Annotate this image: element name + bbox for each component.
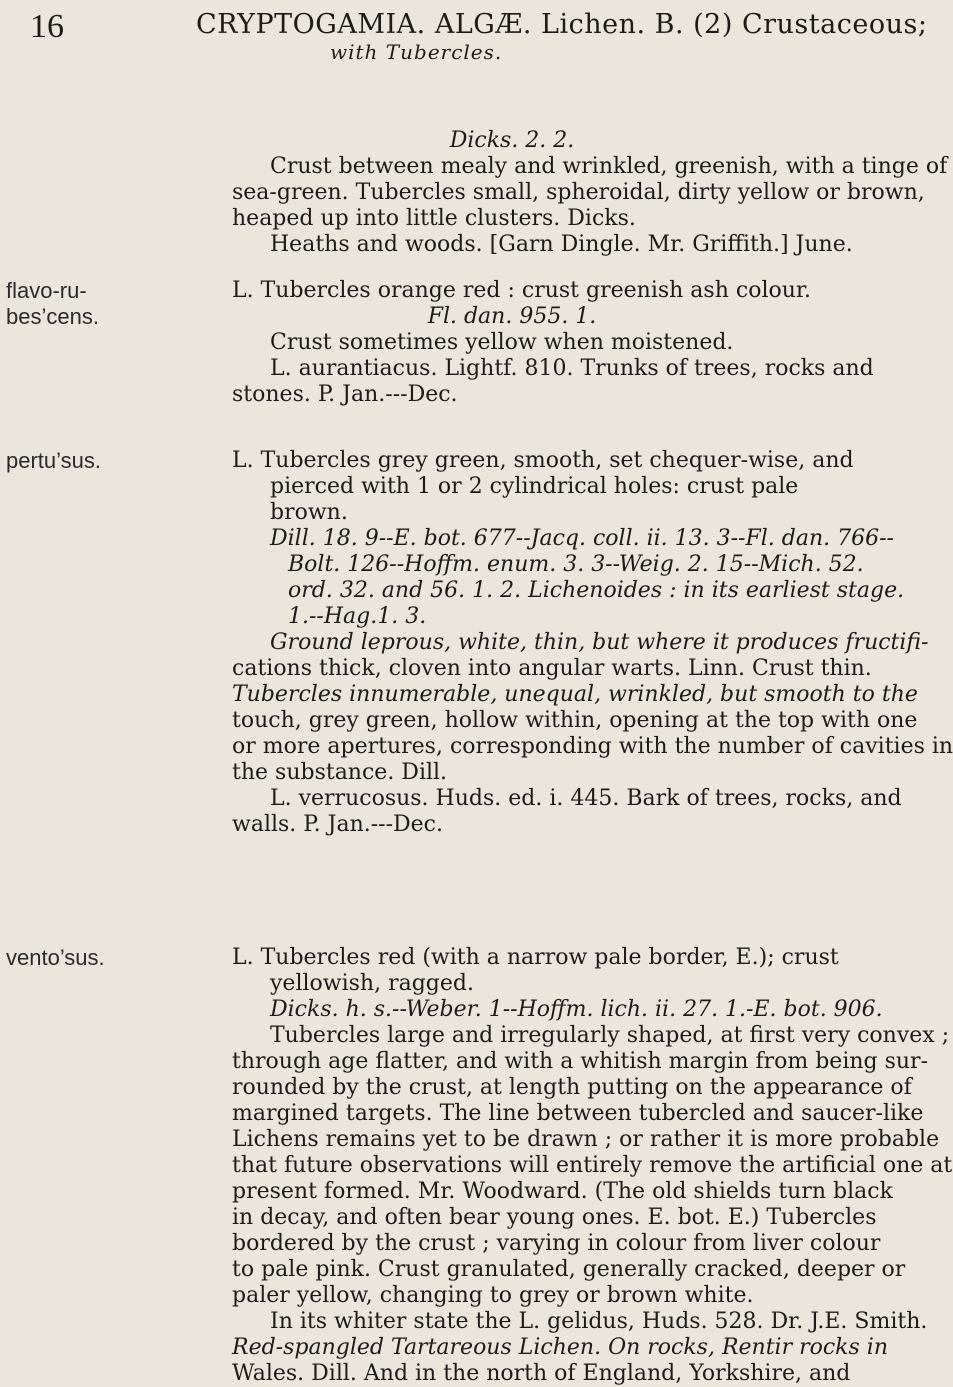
- entry-line: heaped up into little clusters. Dicks.: [232, 206, 636, 231]
- entry-line: In its whiter state the L. gelidus, Huds. 528. Dr. J.E. Smith.: [270, 1309, 928, 1334]
- entry-line: bordered by the crust ; varying in colour from liver colour: [232, 1231, 881, 1256]
- entry-line: L. aurantiacus. Lightf. 810. Trunks of trees, rocks and: [270, 356, 874, 381]
- entry-line: Tubercles innumerable, unequal, wrinkled, but smooth to the: [232, 682, 918, 707]
- entry-line: Ground leprous, white, thin, but where it produces fructifi-: [270, 630, 929, 655]
- entry-line: to pale pink. Crust granulated, generally cracked, deeper or: [232, 1257, 906, 1282]
- entry-line: L. verrucosus. Huds. ed. i. 445. Bark of trees, rocks, and: [270, 786, 902, 811]
- entry-line: L. Tubercles red (with a narrow pale border, E.); crust: [232, 945, 839, 970]
- entry-line: Fl. dan. 955. 1.: [427, 304, 597, 329]
- entry-line: ord. 32. and 56. 1. 2. Lichenoides : in its earliest stage.: [288, 578, 905, 603]
- entry-line: L. Tubercles grey green, smooth, set chequer-wise, and: [232, 448, 854, 473]
- entry-line: Crust sometimes yellow when moistened.: [270, 330, 734, 355]
- sidenote-flavorubescens-1: flavo-ru-: [6, 278, 87, 303]
- entry-line: through age flatter, and with a whitish margin from being sur-: [232, 1049, 929, 1074]
- entry-line: rounded by the crust, at length putting on the appearance of: [232, 1075, 912, 1100]
- entry-line: margined targets. The line between tubercled and saucer-like: [232, 1101, 924, 1126]
- entry-line: that future observations will entirely remove the artificial one at: [232, 1153, 953, 1178]
- entry-line: 1.--Hag.1. 3.: [288, 604, 427, 629]
- entry-line: or more apertures, corresponding with the number of cavities in: [232, 734, 953, 759]
- entry-2: [232, 278, 874, 408]
- entry-line: Heaths and woods. [Garn Dingle. Mr. Griffith.] June.: [270, 232, 853, 257]
- sidenote-flavorubescens-2: bes’cens.: [6, 304, 99, 329]
- entry-line: Wales. Dill. And in the north of England, Yorkshire, and: [232, 1361, 851, 1386]
- entry-line: sea-green. Tubercles small, spheroidal, dirty yellow or brown,: [232, 180, 925, 205]
- entry-1: [232, 128, 948, 258]
- entry-line: the substance. Dill.: [232, 760, 448, 785]
- entry-line: paler yellow, changing to grey or brown white.: [232, 1283, 754, 1308]
- entry-4: [232, 945, 953, 1387]
- sidenote-pertusus: pertu’sus.: [6, 448, 101, 473]
- page-number: 16: [30, 8, 64, 45]
- entry-line: Dicks. 2. 2.: [449, 128, 575, 153]
- entry-line: Dicks. h. s.--Weber. 1--Hoffm. lich. ii. 27. 1.-E. bot. 906.: [270, 997, 883, 1022]
- entry-line: Bolt. 126--Hoffm. enum. 3. 3--Weig. 2. 15--Mich. 52.: [288, 552, 864, 577]
- entry-line: Crust between mealy and wrinkled, greenish, with a tinge of: [270, 154, 948, 179]
- entry-line: touch, grey green, hollow within, opening at the top with one: [232, 708, 918, 733]
- running-subheader: with Tubercles.: [330, 40, 503, 64]
- entry-line: present formed. Mr. Woodward. (The old shields turn black: [232, 1179, 893, 1204]
- entry-line: in decay, and often bear young ones. E. bot. E.) Tubercles: [232, 1205, 877, 1230]
- entry-line: Dill. 18. 9--E. bot. 677--Jacq. coll. ii. 13. 3--Fl. dan. 766--: [270, 526, 894, 551]
- entry-line: Tubercles large and irregularly shaped, at first very convex ;: [270, 1023, 950, 1048]
- entry-3: [232, 448, 953, 838]
- entry-line: cations thick, cloven into angular warts. Linn. Crust thin.: [232, 656, 872, 681]
- entry-line: yellowish, ragged.: [270, 971, 474, 996]
- entry-line: pierced with 1 or 2 cylindrical holes: crust pale: [270, 474, 799, 499]
- entry-line: L. Tubercles orange red : crust greenish ash colour.: [232, 278, 811, 303]
- entry-line: brown.: [270, 500, 348, 525]
- running-header: CRYPTOGAMIA. ALGÆ. Lichen. B. (2) Crustaceous;: [196, 9, 928, 40]
- sidenote-ventosus: vento’sus.: [6, 945, 105, 970]
- entry-line: Red-spangled Tartareous Lichen. On rocks, Rentir rocks in: [232, 1335, 889, 1360]
- entry-line: walls. P. Jan.---Dec.: [232, 812, 443, 837]
- entry-line: Lichens remains yet to be drawn ; or rather it is more probable: [232, 1127, 940, 1152]
- entry-line: stones. P. Jan.---Dec.: [232, 382, 458, 407]
